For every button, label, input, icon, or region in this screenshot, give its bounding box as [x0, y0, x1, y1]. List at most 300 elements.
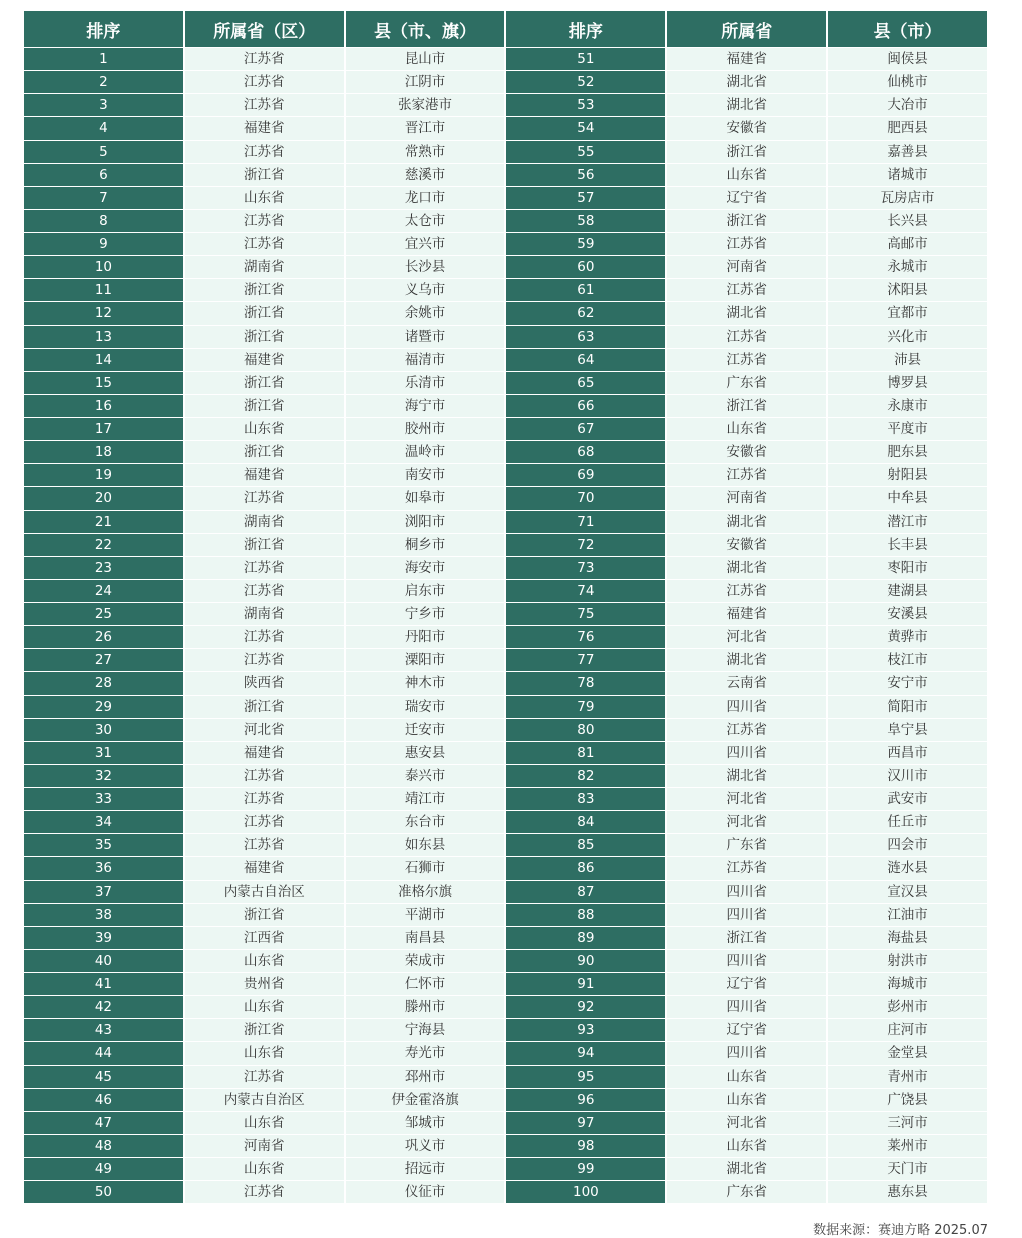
cell-rank: 25	[24, 603, 183, 625]
cell-province: 江苏省	[185, 1066, 344, 1088]
table-row	[24, 672, 987, 694]
cell-province: 江苏省	[185, 765, 344, 787]
cell-province: 四川省	[667, 696, 826, 718]
cell-county: 瑞安市	[346, 696, 505, 718]
cell-province: 四川省	[667, 881, 826, 903]
cell-county: 广饶县	[828, 1089, 987, 1111]
table-row	[24, 603, 987, 625]
cell-province: 浙江省	[185, 1019, 344, 1041]
header-province-left: 所属省（区）	[185, 11, 344, 47]
cell-county: 宣汉县	[828, 881, 987, 903]
cell-province: 四川省	[667, 1042, 826, 1064]
cell-rank: 94	[506, 1042, 665, 1064]
cell-rank: 75	[506, 603, 665, 625]
table-row	[24, 372, 987, 394]
table-row	[24, 141, 987, 163]
cell-county: 邳州市	[346, 1066, 505, 1088]
cell-county: 诸暨市	[346, 326, 505, 348]
cell-province: 江苏省	[667, 719, 826, 741]
cell-province: 浙江省	[667, 141, 826, 163]
table-row	[24, 164, 987, 186]
cell-county: 太仓市	[346, 210, 505, 232]
table-row	[24, 94, 987, 116]
data-source-note: 数据来源：赛迪方略 2025.07	[813, 1223, 988, 1238]
table-row	[24, 210, 987, 232]
cell-rank: 13	[24, 326, 183, 348]
cell-rank: 97	[506, 1112, 665, 1134]
table-row	[24, 719, 987, 741]
table-row	[24, 557, 987, 579]
cell-county: 枣阳市	[828, 557, 987, 579]
cell-province: 浙江省	[185, 441, 344, 463]
cell-county: 肥西县	[828, 117, 987, 139]
cell-rank: 68	[506, 441, 665, 463]
cell-rank: 37	[24, 881, 183, 903]
cell-county: 惠安县	[346, 742, 505, 764]
cell-province: 湖南省	[185, 511, 344, 533]
header-rank-left: 排序	[24, 11, 183, 47]
cell-county: 阜宁县	[828, 719, 987, 741]
cell-province: 江苏省	[185, 48, 344, 70]
cell-county: 枝江市	[828, 649, 987, 671]
table-row	[24, 834, 987, 856]
cell-province: 湖北省	[667, 71, 826, 93]
cell-county: 任丘市	[828, 811, 987, 833]
cell-rank: 28	[24, 672, 183, 694]
cell-county: 涟水县	[828, 857, 987, 879]
cell-province: 浙江省	[667, 210, 826, 232]
cell-rank: 55	[506, 141, 665, 163]
cell-province: 河北省	[667, 811, 826, 833]
cell-rank: 27	[24, 649, 183, 671]
table-row	[24, 1042, 987, 1064]
cell-county: 宜兴市	[346, 233, 505, 255]
cell-province: 浙江省	[185, 395, 344, 417]
cell-county: 庄河市	[828, 1019, 987, 1041]
cell-county: 荣成市	[346, 950, 505, 972]
cell-rank: 61	[506, 279, 665, 301]
cell-rank: 42	[24, 996, 183, 1018]
cell-county: 巩义市	[346, 1135, 505, 1157]
cell-province: 江苏省	[667, 464, 826, 486]
cell-province: 江苏省	[185, 811, 344, 833]
cell-county: 准格尔旗	[346, 881, 505, 903]
table-row	[24, 326, 987, 348]
cell-province: 湖南省	[185, 256, 344, 278]
cell-province: 福建省	[185, 742, 344, 764]
cell-rank: 84	[506, 811, 665, 833]
cell-province: 山东省	[185, 1042, 344, 1064]
cell-rank: 32	[24, 765, 183, 787]
cell-province: 江苏省	[185, 1181, 344, 1203]
cell-county: 义乌市	[346, 279, 505, 301]
cell-county: 平湖市	[346, 904, 505, 926]
cell-rank: 44	[24, 1042, 183, 1064]
cell-rank: 41	[24, 973, 183, 995]
cell-county: 诸城市	[828, 164, 987, 186]
cell-province: 福建省	[185, 464, 344, 486]
cell-county: 长沙县	[346, 256, 505, 278]
cell-province: 河北省	[667, 788, 826, 810]
table-row	[24, 395, 987, 417]
cell-province: 贵州省	[185, 973, 344, 995]
cell-rank: 12	[24, 302, 183, 324]
table-body	[24, 48, 987, 1203]
cell-rank: 51	[506, 48, 665, 70]
cell-rank: 31	[24, 742, 183, 764]
cell-province: 江苏省	[185, 788, 344, 810]
cell-province: 浙江省	[667, 395, 826, 417]
cell-county: 龙口市	[346, 187, 505, 209]
table-row	[24, 973, 987, 995]
cell-county: 青州市	[828, 1066, 987, 1088]
cell-rank: 79	[506, 696, 665, 718]
cell-county: 招远市	[346, 1158, 505, 1180]
cell-rank: 33	[24, 788, 183, 810]
cell-rank: 78	[506, 672, 665, 694]
cell-province: 湖北省	[667, 765, 826, 787]
cell-county: 宜都市	[828, 302, 987, 324]
cell-county: 莱州市	[828, 1135, 987, 1157]
cell-county: 浏阳市	[346, 511, 505, 533]
cell-rank: 93	[506, 1019, 665, 1041]
cell-rank: 46	[24, 1089, 183, 1111]
cell-rank: 16	[24, 395, 183, 417]
cell-province: 山东省	[185, 418, 344, 440]
cell-county: 江阴市	[346, 71, 505, 93]
cell-province: 山东省	[185, 1112, 344, 1134]
cell-county: 海盐县	[828, 927, 987, 949]
cell-county: 海宁市	[346, 395, 505, 417]
cell-province: 江苏省	[185, 141, 344, 163]
cell-rank: 34	[24, 811, 183, 833]
cell-county: 武安市	[828, 788, 987, 810]
cell-rank: 63	[506, 326, 665, 348]
cell-county: 惠东县	[828, 1181, 987, 1203]
cell-province: 湖北省	[667, 1158, 826, 1180]
cell-county: 安溪县	[828, 603, 987, 625]
cell-county: 温岭市	[346, 441, 505, 463]
cell-rank: 4	[24, 117, 183, 139]
cell-province: 江苏省	[667, 349, 826, 371]
cell-county: 胶州市	[346, 418, 505, 440]
cell-province: 江苏省	[667, 233, 826, 255]
cell-rank: 38	[24, 904, 183, 926]
cell-county: 宁乡市	[346, 603, 505, 625]
cell-province: 内蒙古自治区	[185, 881, 344, 903]
cell-county: 嘉善县	[828, 141, 987, 163]
cell-rank: 73	[506, 557, 665, 579]
table-row	[24, 441, 987, 463]
cell-province: 陕西省	[185, 672, 344, 694]
cell-province: 河南省	[185, 1135, 344, 1157]
cell-province: 浙江省	[667, 927, 826, 949]
cell-county: 福清市	[346, 349, 505, 371]
cell-rank: 14	[24, 349, 183, 371]
cell-province: 浙江省	[185, 372, 344, 394]
cell-province: 湖南省	[185, 603, 344, 625]
cell-province: 山东省	[185, 187, 344, 209]
cell-province: 安徽省	[667, 534, 826, 556]
cell-rank: 1	[24, 48, 183, 70]
cell-rank: 3	[24, 94, 183, 116]
cell-province: 山东省	[667, 1135, 826, 1157]
cell-province: 山东省	[185, 996, 344, 1018]
cell-county: 三河市	[828, 1112, 987, 1134]
cell-rank: 88	[506, 904, 665, 926]
table-row	[24, 950, 987, 972]
table-row	[24, 48, 987, 70]
cell-province: 浙江省	[185, 534, 344, 556]
cell-county: 肥东县	[828, 441, 987, 463]
cell-rank: 30	[24, 719, 183, 741]
cell-county: 靖江市	[346, 788, 505, 810]
cell-province: 湖北省	[667, 511, 826, 533]
cell-county: 神木市	[346, 672, 505, 694]
cell-province: 安徽省	[667, 117, 826, 139]
cell-rank: 45	[24, 1066, 183, 1088]
cell-province: 浙江省	[185, 904, 344, 926]
cell-province: 湖北省	[667, 94, 826, 116]
cell-province: 辽宁省	[667, 973, 826, 995]
cell-rank: 48	[24, 1135, 183, 1157]
cell-rank: 100	[506, 1181, 665, 1203]
cell-rank: 95	[506, 1066, 665, 1088]
cell-rank: 22	[24, 534, 183, 556]
cell-rank: 11	[24, 279, 183, 301]
cell-province: 广东省	[667, 372, 826, 394]
cell-province: 安徽省	[667, 441, 826, 463]
cell-province: 江苏省	[185, 210, 344, 232]
cell-rank: 6	[24, 164, 183, 186]
cell-province: 湖北省	[667, 649, 826, 671]
cell-province: 云南省	[667, 672, 826, 694]
cell-province: 河南省	[667, 256, 826, 278]
table-row	[24, 649, 987, 671]
cell-county: 建湖县	[828, 580, 987, 602]
cell-rank: 8	[24, 210, 183, 232]
cell-county: 兴化市	[828, 326, 987, 348]
table-row	[24, 349, 987, 371]
cell-province: 湖北省	[667, 557, 826, 579]
table-row	[24, 857, 987, 879]
table-row	[24, 233, 987, 255]
cell-province: 江苏省	[185, 71, 344, 93]
cell-county: 宁海县	[346, 1019, 505, 1041]
cell-province: 河北省	[185, 719, 344, 741]
table-row	[24, 534, 987, 556]
cell-rank: 76	[506, 626, 665, 648]
header-county-left: 县（市、旗）	[346, 11, 505, 47]
cell-rank: 17	[24, 418, 183, 440]
cell-province: 江苏省	[185, 487, 344, 509]
cell-county: 滕州市	[346, 996, 505, 1018]
table-header-row	[24, 11, 987, 47]
cell-province: 河北省	[667, 626, 826, 648]
table-row	[24, 1181, 987, 1203]
cell-rank: 71	[506, 511, 665, 533]
cell-rank: 7	[24, 187, 183, 209]
table-row	[24, 1112, 987, 1134]
cell-county: 邹城市	[346, 1112, 505, 1134]
cell-rank: 62	[506, 302, 665, 324]
table-row	[24, 117, 987, 139]
ranking-table-container	[24, 10, 989, 1204]
cell-province: 江苏省	[667, 279, 826, 301]
cell-county: 启东市	[346, 580, 505, 602]
cell-province: 辽宁省	[667, 1019, 826, 1041]
cell-rank: 99	[506, 1158, 665, 1180]
table-row	[24, 302, 987, 324]
cell-county: 博罗县	[828, 372, 987, 394]
cell-county: 闽侯县	[828, 48, 987, 70]
cell-rank: 53	[506, 94, 665, 116]
table-row	[24, 626, 987, 648]
cell-rank: 91	[506, 973, 665, 995]
cell-province: 辽宁省	[667, 187, 826, 209]
table-row	[24, 927, 987, 949]
cell-province: 山东省	[185, 950, 344, 972]
cell-county: 平度市	[828, 418, 987, 440]
table-row	[24, 811, 987, 833]
cell-county: 长兴县	[828, 210, 987, 232]
cell-county: 四会市	[828, 834, 987, 856]
cell-county: 中牟县	[828, 487, 987, 509]
cell-province: 江苏省	[667, 580, 826, 602]
cell-rank: 23	[24, 557, 183, 579]
cell-county: 永康市	[828, 395, 987, 417]
cell-province: 江苏省	[185, 557, 344, 579]
cell-county: 桐乡市	[346, 534, 505, 556]
cell-rank: 64	[506, 349, 665, 371]
cell-province: 江苏省	[667, 857, 826, 879]
cell-province: 浙江省	[185, 279, 344, 301]
cell-province: 河南省	[667, 487, 826, 509]
table-row	[24, 765, 987, 787]
header-rank-right: 排序	[506, 11, 665, 47]
cell-county: 天门市	[828, 1158, 987, 1180]
table-row	[24, 1158, 987, 1180]
cell-province: 内蒙古自治区	[185, 1089, 344, 1111]
cell-rank: 49	[24, 1158, 183, 1180]
cell-rank: 36	[24, 857, 183, 879]
cell-county: 如东县	[346, 834, 505, 856]
cell-province: 江苏省	[185, 626, 344, 648]
cell-province: 江西省	[185, 927, 344, 949]
cell-rank: 59	[506, 233, 665, 255]
cell-rank: 47	[24, 1112, 183, 1134]
cell-province: 浙江省	[185, 696, 344, 718]
cell-county: 南昌县	[346, 927, 505, 949]
cell-county: 伊金霍洛旗	[346, 1089, 505, 1111]
cell-county: 晋江市	[346, 117, 505, 139]
cell-province: 山东省	[667, 164, 826, 186]
cell-county: 海城市	[828, 973, 987, 995]
cell-rank: 80	[506, 719, 665, 741]
cell-province: 广东省	[667, 834, 826, 856]
table-row	[24, 1066, 987, 1088]
cell-province: 江苏省	[185, 233, 344, 255]
cell-county: 慈溪市	[346, 164, 505, 186]
cell-county: 昆山市	[346, 48, 505, 70]
cell-rank: 96	[506, 1089, 665, 1111]
cell-county: 丹阳市	[346, 626, 505, 648]
cell-county: 石狮市	[346, 857, 505, 879]
cell-county: 迁安市	[346, 719, 505, 741]
cell-county: 汉川市	[828, 765, 987, 787]
cell-rank: 43	[24, 1019, 183, 1041]
cell-county: 长丰县	[828, 534, 987, 556]
cell-county: 南安市	[346, 464, 505, 486]
cell-rank: 2	[24, 71, 183, 93]
cell-county: 仪征市	[346, 1181, 505, 1203]
cell-county: 溧阳市	[346, 649, 505, 671]
cell-rank: 39	[24, 927, 183, 949]
header-county-right: 县（市）	[828, 11, 987, 47]
cell-province: 四川省	[667, 996, 826, 1018]
cell-rank: 77	[506, 649, 665, 671]
cell-rank: 15	[24, 372, 183, 394]
cell-rank: 54	[506, 117, 665, 139]
cell-province: 福建省	[667, 48, 826, 70]
cell-county: 永城市	[828, 256, 987, 278]
table-row	[24, 511, 987, 533]
cell-county: 西昌市	[828, 742, 987, 764]
cell-rank: 70	[506, 487, 665, 509]
cell-province: 福建省	[185, 349, 344, 371]
table-row	[24, 279, 987, 301]
cell-province: 浙江省	[185, 302, 344, 324]
table-row	[24, 904, 987, 926]
cell-province: 福建省	[667, 603, 826, 625]
cell-rank: 18	[24, 441, 183, 463]
cell-county: 大冶市	[828, 94, 987, 116]
cell-province: 浙江省	[185, 326, 344, 348]
cell-rank: 83	[506, 788, 665, 810]
table-row	[24, 418, 987, 440]
cell-county: 黄骅市	[828, 626, 987, 648]
cell-county: 余姚市	[346, 302, 505, 324]
cell-rank: 82	[506, 765, 665, 787]
table-row	[24, 580, 987, 602]
cell-rank: 9	[24, 233, 183, 255]
cell-rank: 74	[506, 580, 665, 602]
cell-rank: 65	[506, 372, 665, 394]
table-row	[24, 742, 987, 764]
table-row	[24, 464, 987, 486]
cell-county: 彭州市	[828, 996, 987, 1018]
cell-province: 山东省	[667, 1066, 826, 1088]
cell-province: 江苏省	[185, 94, 344, 116]
cell-county: 射阳县	[828, 464, 987, 486]
cell-rank: 60	[506, 256, 665, 278]
cell-rank: 66	[506, 395, 665, 417]
cell-county: 潜江市	[828, 511, 987, 533]
table-row	[24, 487, 987, 509]
cell-rank: 52	[506, 71, 665, 93]
cell-county: 泰兴市	[346, 765, 505, 787]
cell-rank: 89	[506, 927, 665, 949]
cell-county: 海安市	[346, 557, 505, 579]
cell-province: 江苏省	[185, 649, 344, 671]
cell-county: 东台市	[346, 811, 505, 833]
cell-province: 四川省	[667, 904, 826, 926]
cell-county: 寿光市	[346, 1042, 505, 1064]
header-province-right: 所属省	[667, 11, 826, 47]
cell-rank: 56	[506, 164, 665, 186]
cell-province: 浙江省	[185, 164, 344, 186]
cell-county: 仙桃市	[828, 71, 987, 93]
